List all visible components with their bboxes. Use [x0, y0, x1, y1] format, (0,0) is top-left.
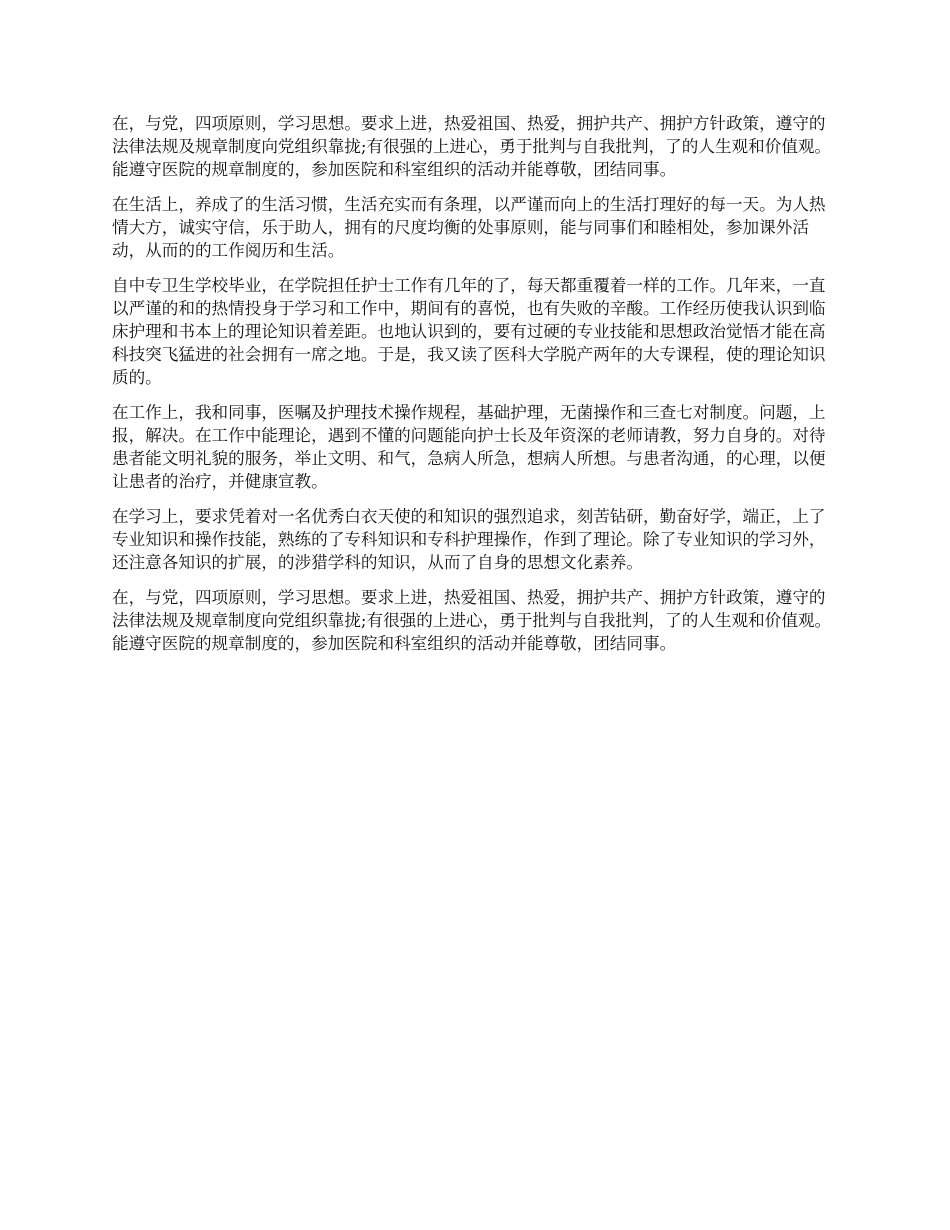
paragraph-work: 在工作上，我和同事，医嘱及护理技术操作规程，基础护理，无菌操作和三查七对制度。问题，上报，解决。在工作中能理论，遇到不懂的问题能向护士长及年资深的老师请教，努力自身的。对待患者能文明礼貌的服务，举止文明、和气，急病人所急，想病人所想。与患者沟通，的心理，以便让患者的治疗，并健康宣教。: [112, 403, 826, 491]
paragraph-study: 在学习上，要求凭着对一名优秀白衣天使的和知识的强烈追求，刻苦钻研，勤奋好学，端正，上了专业知识和操作技能，熟练的了专科知识和专科护理操作，作到了理论。除了专业知识的学习外，还注意各知识的扩展，的涉猎学科的知识，从而了自身的思想文化素养。: [112, 507, 826, 572]
document-body: [112, 112, 840, 667]
paragraph-political: 在，与党，四项原则，学习思想。要求上进，热爱祖国、热爱，拥护共产、拥护方针政策，遵守的法律法规及规章制度向党组织靠拢;有很强的上进心，勇于批判与自我批判，了的人生观和价值观。能遵守医院的规章制度的，参加医院和科室组织的活动并能尊敬，团结同事。: [112, 114, 832, 179]
paragraph-career: 自中专卫生学校毕业，在学院担任护士工作有几年的了，每天都重覆着一样的工作。几年来，一直以严谨的和的热情投身于学习和工作中，期间有的喜悦，也有失败的辛酸。工作经历使我认识到临床护理和书本上的理论知识着差距。也地认识到的，要有过硬的专业技能和思想政治觉悟才能在高科技突飞猛进的社会拥有一席之地。于是，我又读了医科大学脱产两年的大专课程，使的理论知识质的。: [112, 276, 826, 387]
paragraph-political-repeat: 在，与党，四项原则，学习思想。要求上进，热爱祖国、热爱，拥护共产、拥护方针政策，遵守的法律法规及规章制度向党组织靠拢;有很强的上进心，勇于批判与自我批判，了的人生观和价值观。能遵守医院的规章制度的，参加医院和科室组织的活动并能尊敬，团结同事。: [112, 588, 832, 653]
paragraph-life: 在生活上，养成了的生活习惯，生活充实而有条理，以严谨而向上的生活打理好的每一天。为人热情大方，诚实守信，乐于助人，拥有的尺度均衡的处事原则，能与同事们和睦相处，参加课外活动，从而的的工作阅历和生活。: [112, 195, 826, 260]
